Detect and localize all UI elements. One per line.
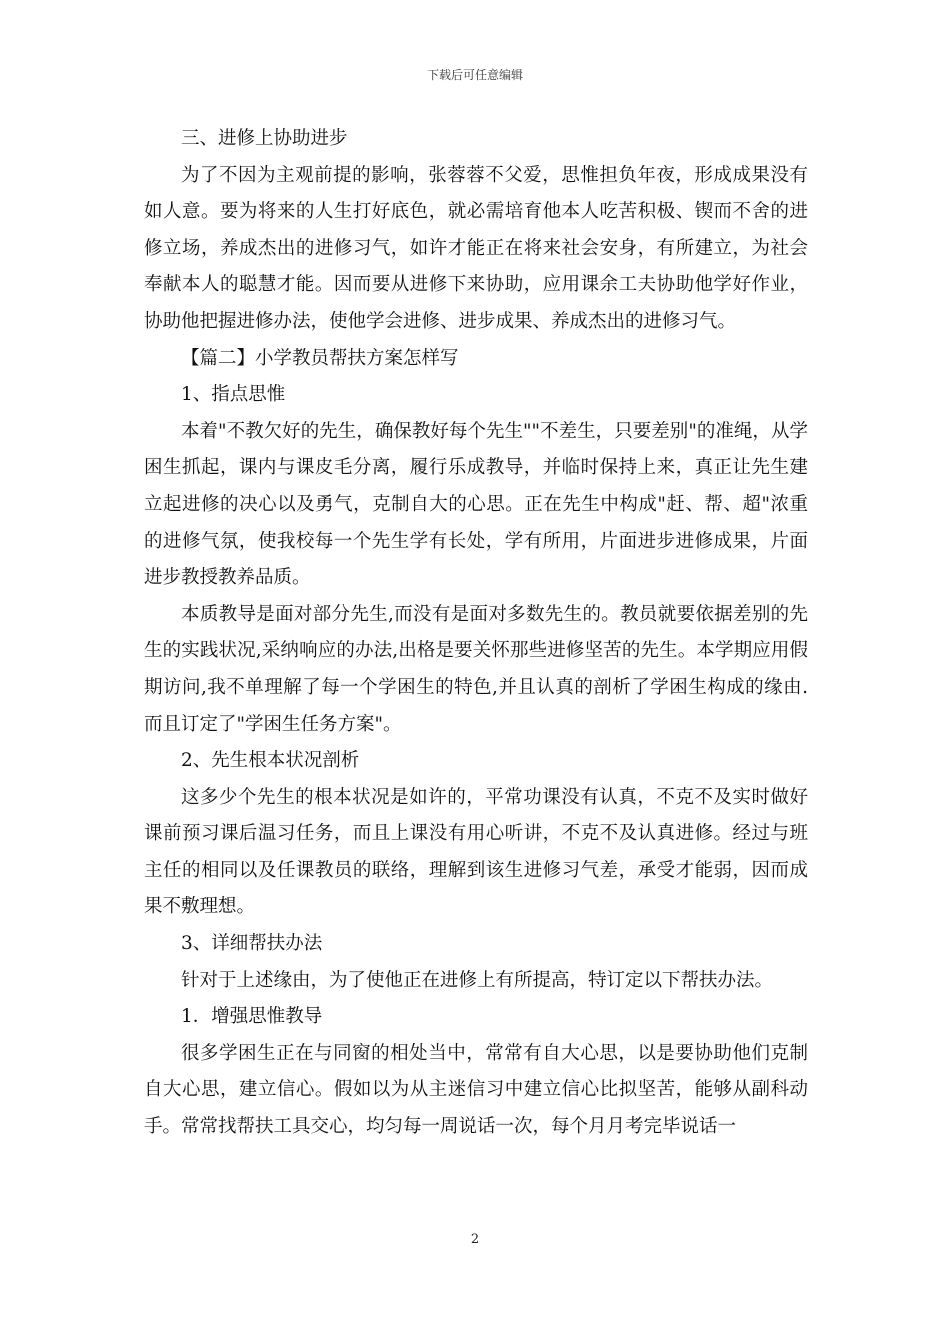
page-header-note: 下载后可任意编辑 [426,68,523,82]
chapter-heading: 【篇二】小学教员帮扶方案怎样写 [181,347,459,369]
body-paragraph: 很多学困生正在与同窗的相处当中，常常有自大心思，以是要协助他们克制自大心思，建立信心。假如以为从主迷信习中建立信心比拟坚苦，能够从副科动手。常常找帮扶工具交心，均匀每一周说话一次，每个月月考完毕说话一 [144,1042,808,1138]
body-paragraph: 这多少个先生的根本状况是如许的，平常功课没有认真，不克不及实时做好课前预习课后温习任务，而且上课没有用心听讲，不克不及认真进修。经过与班主任的相同以及任课教员的联络，理解到该生进修习气差，承受才能弱，因而成果不敷理想。 [144,786,808,918]
section-heading: 2、先生根本状况剖析 [181,750,360,772]
section-heading: 三、进修上协助进步 [181,128,348,149]
section-heading: 3、详细帮扶办法 [181,933,323,955]
section-heading: 1、指点思惟 [181,384,286,406]
body-paragraph: 本质教导是面对部分先生,而没有是面对多数先生的。教员就要依据差别的先生的实践状况,采纳响应的办法,出格是要关怀那些进修坚苦的先生。本学期应用假期访问,我不单理解了每一个学困生的特色,并且认真的剖析了学困生构成的缘由.而且订定了"学困生任务方案"。 [144,603,808,735]
body-paragraph: 针对于上述缘由，为了使他正在进修上有所提高，特订定以下帮扶办法。 [181,969,774,991]
subsection-heading: 1．增强思惟教导 [181,1006,323,1028]
page-number: 2 [470,1232,480,1247]
document-body [144,121,808,1146]
body-paragraph: 为了不因为主观前提的影响，张蓉蓉不父爱，思惟担负年夜，形成成果没有如人意。要为将来的人生打好底色，就必需培育他本人吃苦积极、锲而不舍的进修立场，养成杰出的进修习气，如许才能正在将来社会安身，有所建立，为社会奉献本人的聪慧才能。因而要从进修下来协助，应用课余工夫协助他学好作业，协助他把握进修办法，使他学会进修、进步成果、养成杰出的进修习气。 [144,164,808,332]
body-paragraph: 本着"不教欠好的先生，确保教好每个先生""不差生，只要差别"的准绳，从学困生抓起，课内与课皮毛分离，履行乐成教导，并临时保持上来，真正让先生建立起进修的决心以及勇气，克制自大的心思。正在先生中构成"赶、帮、超"浓重的进修气氛，使我校每一个先生学有长处，学有所用，片面进步进修成果，片面进步教授教养品质。 [144,420,808,589]
